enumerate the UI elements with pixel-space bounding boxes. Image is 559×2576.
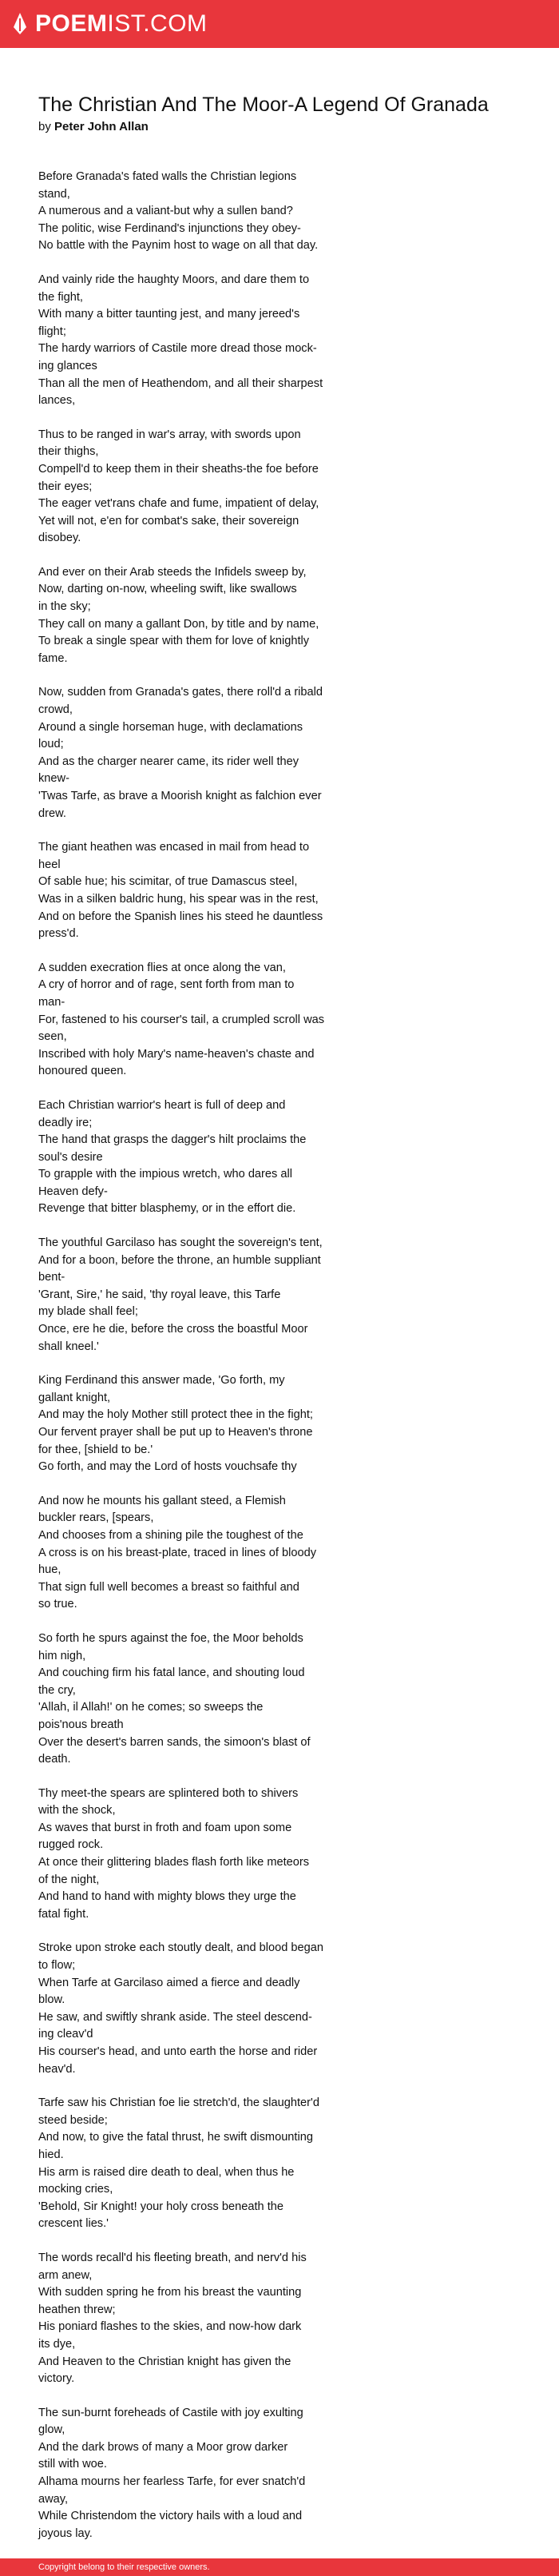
poem-stanza: King Ferdinand this answer made, 'Go forth, my gallant knight, And may the holy Mother still protect thee in the fight; Our fervent prayer shall be put up to Heaven's throne for thee, [shield to be.' Go forth, and may the Lord of hosts vouchsafe thy xyxy=(38,1374,313,1474)
poem-body xyxy=(38,169,382,2542)
poem-stanza: And vainly ride the haughty Moors, and dare them to the fight, With many a bitter taunting jest, and many jereed's flight; The hardy warriors of Castile more dread those mock- ing glances Than all the men of Heathendom, and all their sharpest lances, xyxy=(38,273,323,408)
poem-stanza: Thy meet-the spears are splintered both to shivers with the shock, As waves that burst in froth and foam upon some rugged rock. At once their glittering blades flash forth like meteors of the night, And hand to hand with mighty blows they urge the fatal fight. xyxy=(38,1786,310,1921)
poem-stanza: The words recall'd his fleeting breath, and nerv'd his arm anew, With sudden spring he from his breast the vaunting heathen threw; His poniard flashes to the skies, and now-how dark its dye, And Heaven to the Christian knight has given the victory. xyxy=(38,2251,307,2386)
logo-light-text: IST.COM xyxy=(107,10,208,37)
by-label: by xyxy=(38,120,51,133)
poem-byline xyxy=(38,120,382,133)
poem-stanza: Each Christian warrior's heart is full of deep and deadly ire; The hand that grasps the dagger's hilt proclaims the soul's desire To grapple with the impious wretch, who dares all Heaven defy- Revenge that bitter blasphemy, or in the effort die. xyxy=(38,1098,307,1216)
quill-pen-icon xyxy=(11,12,29,36)
poem-stanza: The youthful Garcilaso has sought the sovereign's tent, And for a boon, before the throne, an humble suppliant bent- 'Grant, Sire,' he said, 'thy royal leave, this Tarfe my blade shall feel; Once, ere he die, before the cross the boastful Moor shall kneel.' xyxy=(38,1236,323,1353)
author-link[interactable]: Peter John Allan xyxy=(54,120,149,133)
poem-stanza: And ever on their Arab steeds the Infidels sweep by, Now, darting on-now, wheeling swift, like swallows in the sky; They call on many a gallant Don, by title and by name, To break a single spear with them for love of knightly fame. xyxy=(38,565,319,665)
copyright-text: Copyright belong to their respective owners. xyxy=(38,2562,210,2572)
poem-stanza: The sun-burnt foreheads of Castile with joy exulting glow, And the dark brows of many a Moor grow darker still with woe. Alhama mourns her fearless Tarfe, for ever snatch'd away, While Christendom the victory hails with a loud and joyous lay. xyxy=(38,2406,306,2540)
poem-stanza: Stroke upon stroke each stoutly dealt, and blood began to flow; When Tarfe at Garcilaso aimed a fierce and deadly blow. He saw, and swiftly shrank aside. The steel descend- ing cleav'd His courser's head, and unto earth the horse and rider heav'd. xyxy=(38,1941,323,2076)
poem-stanza: Thus to be ranged in war's array, with swords upon their thighs, Compell'd to keep them in their sheaths-the foe before their eyes; The eager vet'rans chafe and fume, impatient of delay, Yet will not, e'en for combat's sake, their sovereign disobey. xyxy=(38,428,319,545)
site-logo-link[interactable] xyxy=(35,0,208,48)
poem-stanza: So forth he spurs against the foe, the Moor beholds him nigh, And couching firm his fatal lance, and shouting loud the cry, 'Allah, il Allah!' on he comes; so sweeps the pois'nous breath Over the desert's barren sands, the simoon's blast of death. xyxy=(38,1631,311,1766)
poem-stanza: The giant heathen was encased in mail from head to heel Of sable hue; his scimitar, of true Damascus steel, Was in a silken baldric hung, his spear was in the rest, And on before the Spanish lines his steed he dauntless press'd. xyxy=(38,841,323,941)
poem-content xyxy=(0,48,489,2542)
poem-stanza: Now, sudden from Granada's gates, there roll'd a ribald crowd, Around a single horseman huge, with declamations loud; And as the charger nearer came, its rider well they knew- 'Twas Tarfe, as brave a Moorish knight as falchion ever drew. xyxy=(38,686,323,820)
poem-stanza: Before Granada's fated walls the Christian legions stand, A numerous and a valiant-but why a sullen band? The politic, wise Ferdinand's injunctions they obey- No battle with the Paynim host to wage on all that day. xyxy=(38,170,319,253)
poem-title: The Christian And The Moor-A Legend Of Granada xyxy=(38,94,489,116)
poem-stanza: A sudden execration flies at once along the van, A cry of horror and of rage, sent forth from man to man- For, fastened to his courser's tail, a crumpled scroll was seen, Inscribed with holy Mary's name-heaven's chaste and honoured queen. xyxy=(38,961,325,1078)
poem-stanza: Tarfe saw his Christian foe lie stretch'd, the slaughter'd steed beside; And now, to give the fatal thrust, he swift dismounting hied. His arm is raised dire death to deal, when thus he mocking cries, 'Behold, Sir Knight! your holy cross beneath the crescent lies.' xyxy=(38,2096,319,2231)
site-header xyxy=(0,0,559,48)
logo-bold-text: POEM xyxy=(35,10,108,37)
poem-stanza: And now he mounts his gallant steed, a Flemish buckler rears, [spears, And chooses from a shining pile the toughest of the A cross is on his breast-plate, traced in lines of bloody hue, That sign full well becomes a breast so faithful and so true. xyxy=(38,1494,316,1611)
site-footer xyxy=(0,2558,559,2576)
